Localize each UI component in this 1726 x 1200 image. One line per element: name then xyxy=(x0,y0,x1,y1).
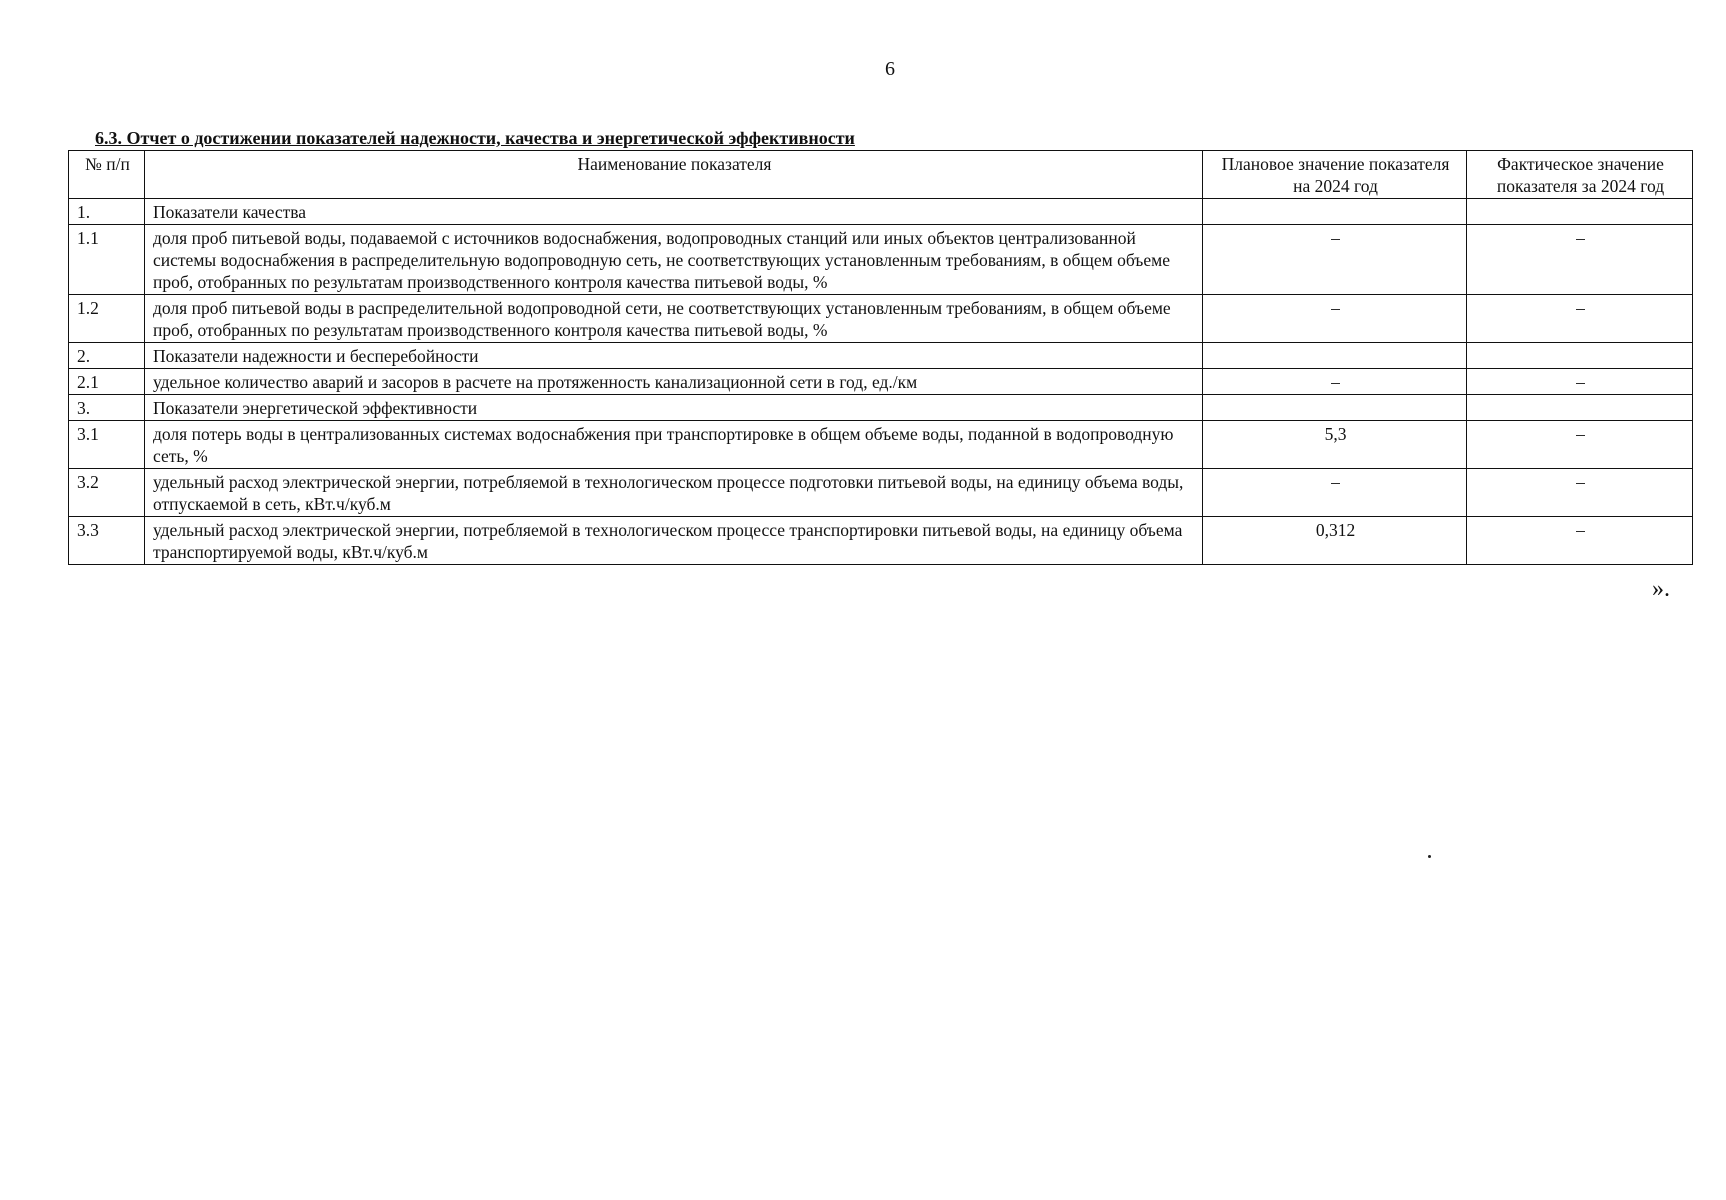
row-planned: – xyxy=(1203,369,1467,395)
row-num: 3.3 xyxy=(69,517,145,565)
table-row xyxy=(69,199,1693,225)
header-planned: Плановое значение показателя на 2024 год xyxy=(1203,151,1467,199)
row-actual xyxy=(1467,199,1693,225)
row-name: Показатели энергетической эффективности xyxy=(145,395,1203,421)
row-num: 2.1 xyxy=(69,369,145,395)
header-name: Наименование показателя xyxy=(145,151,1203,199)
page-number: 6 xyxy=(885,58,895,80)
row-actual xyxy=(1467,343,1693,369)
row-planned: 5,3 xyxy=(1203,421,1467,469)
row-name: доля проб питьевой воды, подаваемой с источников водоснабжения, водопроводных станций или иных объектов централизованной системы водоснабжения в распределительную водопроводную сеть, не соответствующих установленным требованиям, в общем объеме проб, отобранных по результатам производственного контроля качества питьевой воды, % xyxy=(145,225,1203,295)
table-row xyxy=(69,295,1693,343)
row-actual: – xyxy=(1467,369,1693,395)
row-num: 1.2 xyxy=(69,295,145,343)
table-row xyxy=(69,517,1693,565)
row-name: доля проб питьевой воды в распределительной водопроводной сети, не соответствующих установленным требованиям, в общем объеме проб, отобранных по результатам производственного контроля качества питьевой воды, % xyxy=(145,295,1203,343)
row-planned xyxy=(1203,199,1467,225)
row-actual: – xyxy=(1467,295,1693,343)
row-planned: – xyxy=(1203,469,1467,517)
row-planned: – xyxy=(1203,295,1467,343)
scan-speck xyxy=(1428,855,1431,858)
row-num: 3.1 xyxy=(69,421,145,469)
row-planned: 0,312 xyxy=(1203,517,1467,565)
row-num: 3. xyxy=(69,395,145,421)
row-planned: – xyxy=(1203,225,1467,295)
header-actual: Фактическое значение показателя за 2024 год xyxy=(1467,151,1693,199)
row-name: удельное количество аварий и засоров в расчете на протяженность канализационной сети в год, ед./км xyxy=(145,369,1203,395)
table-row xyxy=(69,343,1693,369)
closing-quote-mark: ». xyxy=(1652,576,1670,602)
row-name: Показатели качества xyxy=(145,199,1203,225)
table-row xyxy=(69,369,1693,395)
row-actual: – xyxy=(1467,469,1693,517)
header-num: № п/п xyxy=(69,151,145,199)
row-name: Показатели надежности и бесперебойности xyxy=(145,343,1203,369)
row-actual: – xyxy=(1467,225,1693,295)
row-num: 3.2 xyxy=(69,469,145,517)
row-planned xyxy=(1203,343,1467,369)
row-planned xyxy=(1203,395,1467,421)
row-name: удельный расход электрической энергии, потребляемой в технологическом процессе подготовки питьевой воды, на единицу объема воды, отпускаемой в сеть, кВт.ч/куб.м xyxy=(145,469,1203,517)
row-name: доля потерь воды в централизованных системах водоснабжения при транспортировке в общем объеме воды, поданной в водопроводную сеть, % xyxy=(145,421,1203,469)
row-num: 1.1 xyxy=(69,225,145,295)
indicators-table xyxy=(68,150,1693,565)
table-row xyxy=(69,421,1693,469)
table-row xyxy=(69,225,1693,295)
row-actual: – xyxy=(1467,517,1693,565)
row-num: 2. xyxy=(69,343,145,369)
table-header-row xyxy=(69,151,1693,199)
row-name: удельный расход электрической энергии, потребляемой в технологическом процессе транспортировки питьевой воды, на единицу объема транспортируемой воды, кВт.ч/куб.м xyxy=(145,517,1203,565)
table-row xyxy=(69,395,1693,421)
row-actual: – xyxy=(1467,421,1693,469)
section-title: 6.3. Отчет о достижении показателей надежности, качества и энергетической эффективности xyxy=(95,128,855,148)
row-num: 1. xyxy=(69,199,145,225)
row-actual xyxy=(1467,395,1693,421)
table-row xyxy=(69,469,1693,517)
